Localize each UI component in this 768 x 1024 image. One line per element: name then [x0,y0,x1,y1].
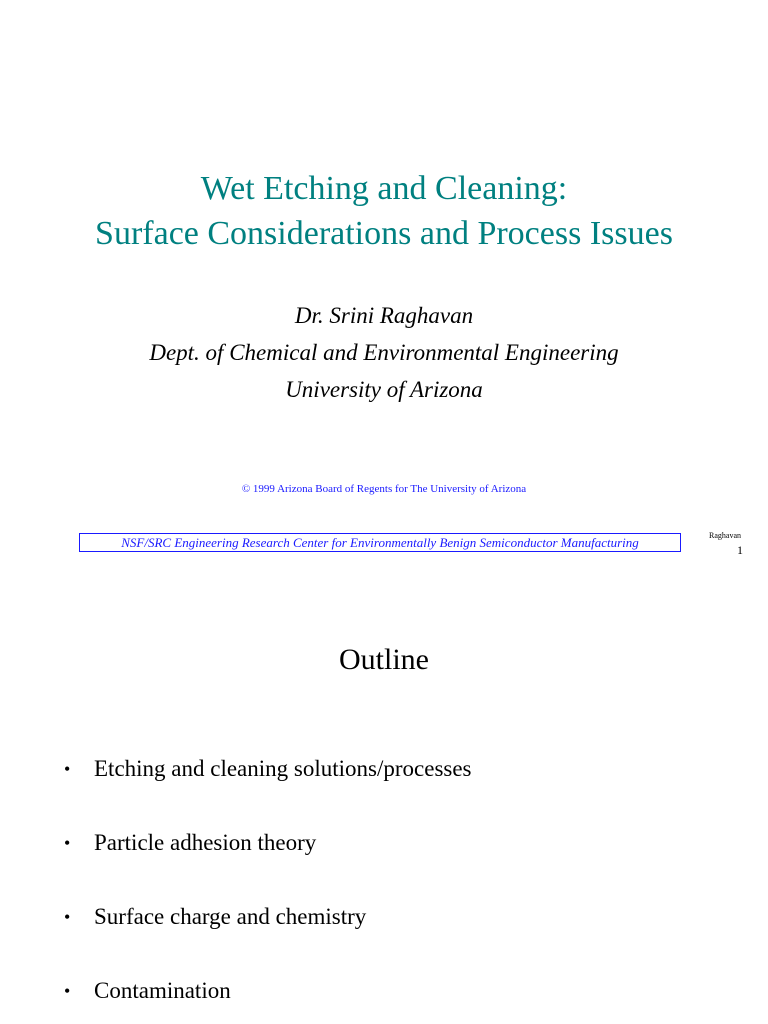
slide-title-line-2: Surface Considerations and Process Issues [95,215,673,252]
copyright-notice: © 1999 Arizona Board of Regents for The University of Arizona [241,483,527,495]
slide-title-line-1: Wet Etching and Cleaning: [200,170,568,207]
author-name: Dr. Srini Raghavan [294,303,474,328]
bullet-text: Particle adhesion theory [94,830,317,855]
bullet-icon: • [64,907,71,927]
bullet-icon: • [64,833,71,853]
outline-title: Outline [339,643,429,676]
bullet-icon: • [64,981,71,1001]
footer-author: Raghavan [709,531,741,540]
outline-bullet-item [64,827,744,859]
outline-bullet-item [64,975,744,1007]
bullet-text: Etching and cleaning solutions/processes [94,756,472,781]
bullet-text: Surface charge and chemistry [94,904,367,929]
author-university: University of Arizona [285,377,483,402]
outline-slide [0,580,768,1024]
bullet-text: Contamination [94,978,231,1003]
author-department: Dept. of Chemical and Environmental Engineering [149,340,619,365]
outline-bullet-item [64,901,744,933]
page-number: 1 [737,543,743,557]
bullet-icon: • [64,759,71,779]
footer-center-text: NSF/SRC Engineering Research Center for Environmentally Benign Semiconductor Manufacturing [79,533,681,552]
outline-bullet-item [64,753,744,785]
